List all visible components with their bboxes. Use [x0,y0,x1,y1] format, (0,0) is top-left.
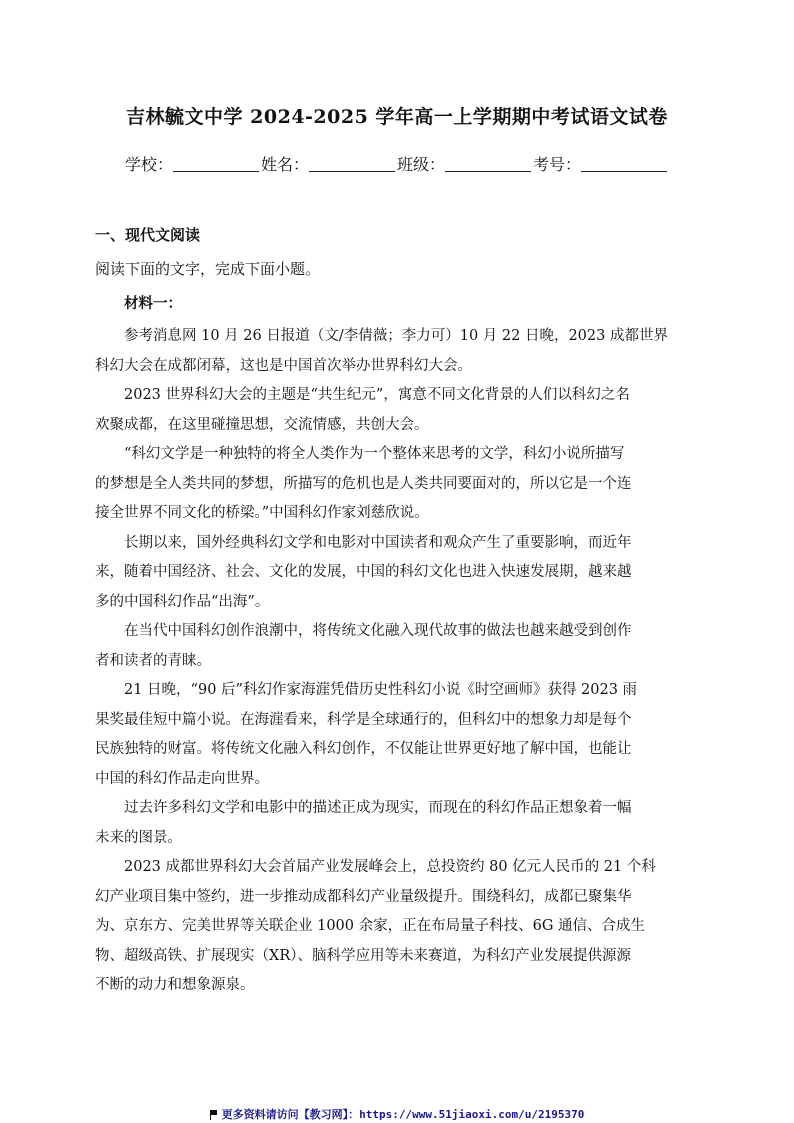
passage-body [95,322,698,1001]
passage-paragraph [95,529,698,618]
flag-icon [210,1110,218,1119]
paragraph-line: 民族独特的财富。将传统文化融入科幻创作，不仅能让世界更好地了解中国，也能让 [95,741,632,757]
paragraph-line: 过去许多科幻文学和电影中的描述正成为现实，而现在的科幻作品正想象着一幅 [124,800,632,816]
name-blank [309,170,395,172]
passage-paragraph [95,440,698,529]
name-field [261,152,397,175]
passage-paragraph [95,381,698,440]
material-label: 材料一： [124,295,182,312]
paragraph-line: 中国的科幻作品走向世界。 [95,770,269,787]
paragraph-line: 未来的图景。 [95,829,182,846]
class-label: 班级： [397,155,446,174]
paragraph-line: 2023 世界科幻大会的主题是“共生纪元”，寓意不同文化背景的人们以科幻之名 [124,387,630,403]
paragraph-line: 长期以来，国外经典科幻文学和电影对中国读者和观众产生了重要影响，而近年 [124,534,632,551]
passage-paragraph [95,676,698,794]
id-label: 考号： [533,155,582,174]
paragraph-line: 为、京东方、完美世界等关联企业 1000 余家，正在布局量子科技、6G 通信、合成生 [95,918,646,934]
passage-paragraph [95,322,698,381]
id-field [533,152,669,175]
passage-paragraph [95,794,698,853]
student-info-line [0,152,794,175]
instruction-text: 阅读下面的文字，完成下面小题。 [95,260,321,278]
class-blank [445,170,531,172]
paragraph-line: 物、超级高铁、扩展现实（XR）、脑科学应用等未来赛道，为科幻产业发展提供源源 [95,947,631,964]
school-field [125,152,261,175]
paragraph-line: 接全世界不同文化的桥梁。”中国科幻作家刘慈欣说。 [95,505,429,521]
paragraph-line: 来，随着中国经济、社会、文化的发展，中国的科幻文化也进入快速发展期，越来越 [95,564,632,580]
school-label: 学校： [124,155,173,174]
class-field [397,152,533,175]
paragraph-line: 科幻大会在成都闭幕，这也是中国首次举办世界科幻大会。 [95,357,472,374]
paragraph-line: 参考消息网 10 月 26 日报道（文/李倩薇；李力可）10 月 22 日晚，2023 成都世界 [124,328,668,344]
section-heading: 一、现代文阅读 [95,226,201,244]
footer-text: 更多资料请访问【教习网】：https://www.51jiaoxi.com/u/2195370 [221,1108,585,1121]
passage-paragraph [95,853,698,1001]
paragraph-line: 欢聚成都，在这里碰撞思想，交流情感，共创大会。 [95,416,429,433]
paragraph-line: 2023 成都世界科幻大会首届产业发展峰会上，总投资约 80 亿元人民币的 21 个科 [124,859,656,875]
paragraph-line: 幻产业项目集中签约，进一步推动成都科幻产业量级提升。围绕科幻，成都已聚集华 [95,888,632,905]
footer-link[interactable] [0,1106,794,1122]
paragraph-line: 不断的动力和想象源泉。 [95,977,255,993]
paragraph-line: 21 日晚，“90 后”科幻作家海漄凭借历史性科幻小说《时空画师》获得 2023 雨 [124,682,638,698]
exam-title: 吉林毓文中学 2024-2025 学年高一上学期期中考试语文试卷 [126,106,668,128]
passage-paragraph [95,617,698,676]
paragraph-line: 者和读者的青睐。 [95,652,211,669]
paragraph-line: 在当代中国科幻创作浪潮中，将传统文化融入现代故事的做法也越来越受到创作 [124,623,632,639]
paragraph-line: 的梦想是全人类共同的梦想，所描写的危机也是人类共同要面对的，所以它是一个连 [95,475,632,492]
name-label: 姓名： [260,155,309,174]
paragraph-line: “科幻文学是一种独特的将全人类作为一个整体来思考的文学，科幻小说所描写 [124,446,625,462]
paragraph-line: 多的中国科幻作品“出海”。 [95,593,270,610]
id-blank [581,170,667,172]
school-blank [173,170,259,172]
paragraph-line: 果奖最佳短中篇小说。在海漄看来，科学是全球通行的，但科幻中的想象力却是每个 [95,711,632,728]
